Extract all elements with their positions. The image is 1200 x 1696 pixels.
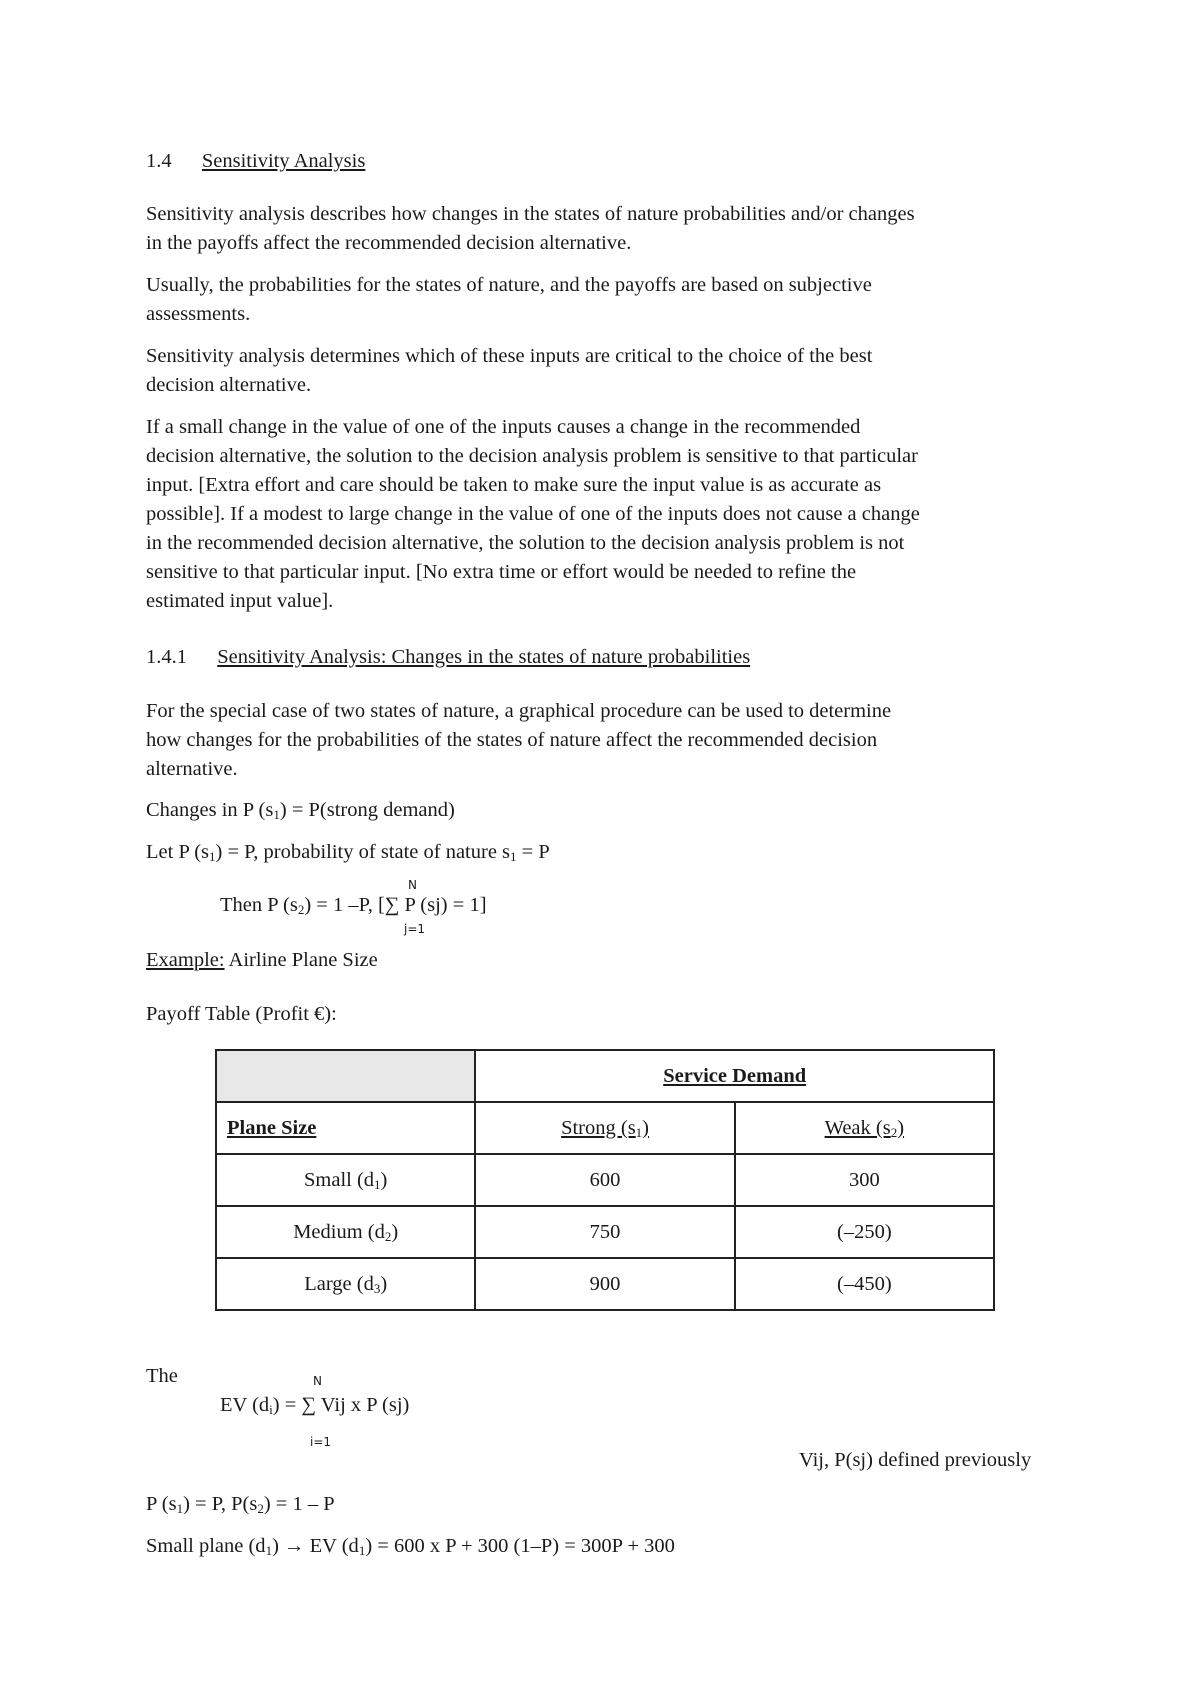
text: EV (d (220, 1394, 270, 1416)
text: ) = P, P(s (183, 1493, 258, 1515)
text: ) (391, 1220, 399, 1243)
table-corner-cell (216, 1050, 475, 1102)
example-line (146, 946, 378, 974)
paragraph-line: possible]. If a modest to large change in the value of one of the inputs does not cause a change (146, 503, 920, 525)
section-title: Sensitivity Analysis (201, 150, 366, 172)
paragraph-line: Usually, the probabilities for the states of nature, and the payoffs are based on subjective (146, 274, 872, 296)
text: Small (d (304, 1168, 375, 1191)
text: Weak (s (824, 1116, 891, 1139)
paragraph-2 (146, 271, 1076, 329)
paragraph-line: assessments. (146, 303, 251, 325)
paragraph-line: sensitive to that particular input. [No extra time or effort would be needed to refine the (146, 561, 857, 583)
paragraph-line: If a small change in the value of one of the inputs causes a change in the recommended (146, 416, 861, 438)
payoff-table-label: Payoff Table (Profit €): (146, 1003, 337, 1025)
table-cell: 750 (475, 1206, 734, 1258)
subscript: 2 (297, 902, 305, 917)
paragraph-line: Sensitivity analysis describes how changes in the states of nature probabilities and/or changes (146, 203, 915, 225)
paragraph-line: in the payoffs affect the recommended decision alternative. (146, 232, 632, 254)
paragraph-line: For the special case of two states of nature, a graphical procedure can be used to determine (146, 700, 892, 722)
subsection-title: Sensitivity Analysis: Changes in the states of nature probabilities (217, 646, 751, 668)
sum-lower-limit: i=1 (310, 1435, 332, 1449)
payoff-table (215, 1049, 995, 1311)
text: ) = 1 –P, [∑ P (sj) = 1] (304, 894, 487, 916)
subscript: 1 (209, 849, 216, 864)
paragraph-line: input. [Extra effort and care should be taken to make sure the input value is as accurate as (146, 474, 882, 496)
subscript: 2 (890, 1124, 898, 1140)
subscript: 2 (257, 1501, 264, 1516)
table-cell: (–250) (735, 1206, 994, 1258)
paragraph-line: alternative. (146, 758, 238, 780)
text: P (s (146, 1493, 177, 1515)
text: ) (380, 1168, 388, 1191)
table-row (216, 1154, 994, 1206)
text: Let P (s (146, 841, 210, 863)
section-number: 1.4 (146, 150, 172, 172)
ev-intro: The (146, 1365, 178, 1387)
text: Small plane (d (146, 1535, 266, 1557)
small-plane-ev-line (146, 1532, 675, 1560)
text: ) = 600 x P + 300 (1–P) = 300P + 300 (365, 1535, 675, 1557)
text: ) (380, 1272, 388, 1295)
text: Strong (s (561, 1116, 636, 1139)
table-column-header (475, 1102, 734, 1154)
subsection-number: 1.4.1 (146, 646, 187, 668)
subscript: 1 (635, 1124, 643, 1140)
text: ) = P(strong demand) (279, 799, 455, 821)
subscript: 1 (510, 849, 517, 864)
text: ) = P, probability of state of nature s (215, 841, 511, 863)
subscript: 1 (358, 1543, 366, 1558)
table-row-header (216, 1102, 475, 1154)
table-column-header (735, 1102, 994, 1154)
text: = P (516, 841, 550, 863)
paragraph-line: estimated input value]. (146, 590, 334, 612)
probability-line (146, 1490, 335, 1518)
subscript: 2 (384, 1228, 392, 1244)
ev-formula (220, 1391, 409, 1419)
table-row (216, 1258, 994, 1310)
section-heading (146, 147, 365, 175)
table-cell: 600 (475, 1154, 734, 1206)
subscript: 3 (373, 1280, 381, 1296)
table-cell (216, 1206, 475, 1258)
group-header-text: Service Demand (663, 1064, 807, 1087)
table-cell: 900 (475, 1258, 734, 1310)
text: ) (897, 1116, 905, 1139)
subscript: 1 (265, 1543, 273, 1558)
table-group-header (475, 1050, 994, 1102)
sum-lower-limit: j=1 (404, 922, 426, 936)
paragraph-5 (146, 697, 1076, 784)
paragraph-line: in the recommended decision alternative, the solution to the decision analysis problem is not (146, 532, 905, 554)
paragraph-4 (146, 413, 1076, 616)
sum-upper-limit: N (408, 878, 417, 892)
table-row (216, 1102, 994, 1154)
paragraph-line: how changes for the probabilities of the states of nature affect the recommended decision (146, 729, 878, 751)
subscript: 1 (374, 1176, 381, 1192)
let-line (146, 838, 550, 866)
paragraph-line: Sensitivity analysis determines which of these inputs are critical to the choice of the best (146, 345, 873, 367)
then-line (220, 891, 487, 919)
text: Large (d (304, 1272, 374, 1295)
text: ) (642, 1116, 649, 1139)
table-cell (216, 1154, 475, 1206)
subsection-heading (146, 643, 750, 671)
text: ) = 1 – P (263, 1493, 335, 1515)
text: Medium (d (293, 1220, 385, 1243)
text: ) = ∑ Vij x P (sj) (272, 1394, 410, 1416)
table-cell (216, 1258, 475, 1310)
text: ) → EV (d (272, 1535, 359, 1557)
text: Changes in P (s (146, 799, 274, 821)
table-row (216, 1050, 994, 1102)
paragraph-3 (146, 342, 1076, 400)
subscript: 1 (273, 807, 280, 822)
paragraph-line: decision alternative. (146, 374, 312, 396)
text: Then P (s (220, 894, 298, 916)
table-row (216, 1206, 994, 1258)
ev-definition-note: Vij, P(sj) defined previously (799, 1449, 1032, 1471)
example-text: Airline Plane Size (224, 949, 378, 971)
sum-upper-limit: N (313, 1374, 322, 1388)
paragraph-line: decision alternative, the solution to the decision analysis problem is sensitive to that particular (146, 445, 918, 467)
table-cell: (–450) (735, 1258, 994, 1310)
example-label: Example: (146, 949, 225, 971)
subscript: 1 (176, 1501, 184, 1516)
table-cell: 300 (735, 1154, 994, 1206)
paragraph-1 (146, 200, 1076, 258)
subscript: i (269, 1402, 273, 1417)
changes-line (146, 796, 455, 824)
row-header-text: Plane Size (227, 1116, 317, 1139)
